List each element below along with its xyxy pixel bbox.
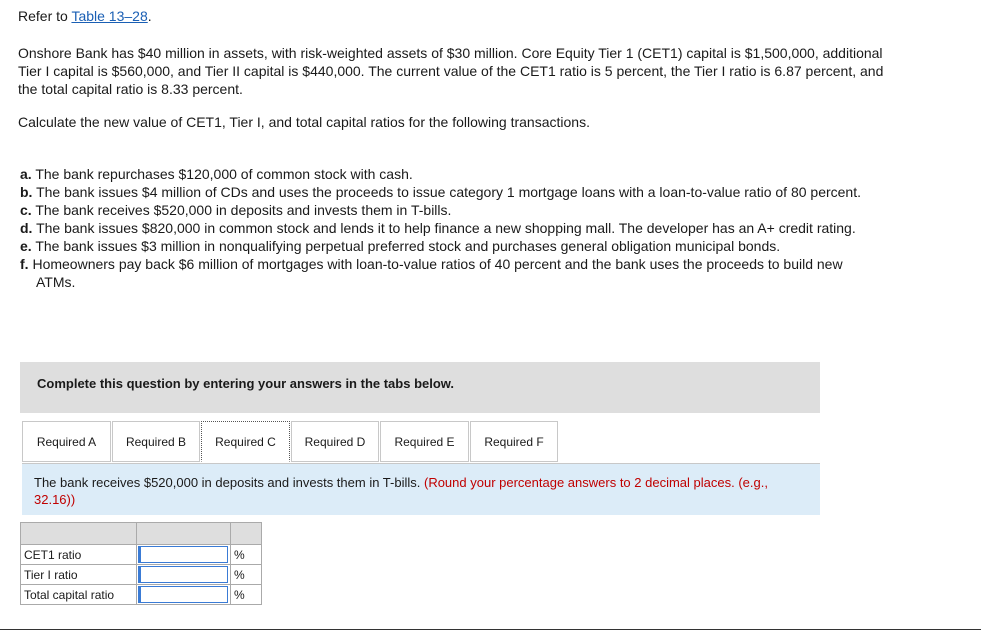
table-link[interactable]: Table 13–28 [71,8,148,24]
panel-title: Complete this question by entering your answers in the tabs below. [37,376,455,391]
tier1-ratio-input[interactable] [138,566,228,583]
tab-required-a[interactable]: Required A [22,421,111,462]
list-item [20,201,880,219]
item-text: The bank repurchases $120,000 of common stock with cash. [35,166,413,182]
item-key: f. [20,256,29,272]
item-key: b. [20,184,33,200]
task-text: The bank receives $520,000 in deposits and invests them in T-bills. [34,475,424,490]
cet1-ratio-input[interactable] [138,546,228,563]
bottom-divider [0,629,981,630]
list-item [20,255,880,291]
rounding-instruction: (Round your percentage answers to 2 decimal places. (e.g., 32.16)) [34,475,768,507]
table-row [21,545,262,565]
refer-suffix: . [147,8,152,24]
list-item [20,237,880,255]
item-text: Homeowners pay back $6 million of mortgages with loan-to-value ratios of 40 percent and the bank uses the proceeds to build new ATMs. [32,256,843,290]
item-key: c. [20,202,32,218]
refer-prefix: Refer to [18,8,72,24]
percent-unit: % [231,545,262,565]
problem-instruction: Calculate the new value of CET1, Tier I, and total capital ratios for the following transactions. [18,114,590,130]
task-description [22,464,820,515]
instructions-panel [20,362,820,413]
answer-table-header [21,523,262,545]
percent-unit: % [231,585,262,605]
item-text: The bank receives $520,000 in deposits and invests them in T-bills. [35,202,452,218]
tab-required-e[interactable]: Required E [380,421,469,462]
tab-required-b[interactable]: Required B [112,421,200,462]
item-key: a. [20,166,32,182]
total-capital-ratio-input[interactable] [138,586,228,603]
transaction-list [20,165,880,291]
item-key: e. [20,238,32,254]
table-row [21,585,262,605]
item-text: The bank issues $820,000 in common stock and lends it to help finance a new shopping mall. The developer has an A+ credit rating. [36,220,856,236]
tab-required-f[interactable]: Required F [470,421,558,462]
item-text: The bank issues $4 million of CDs and uses the proceeds to issue category 1 mortgage loans with a loan-to-value ratio of 80 percent. [36,184,861,200]
list-item [20,219,880,237]
row-label: Tier I ratio [21,565,137,585]
table-row [21,565,262,585]
percent-unit: % [231,565,262,585]
list-item [20,165,880,183]
row-label: CET1 ratio [21,545,137,565]
problem-intro: Onshore Bank has $40 million in assets, with risk-weighted assets of $30 million. Core Equity Tier 1 (CET1) capital is $1,500,000, additional Tier I capital is $560,000, and Tier II capital is $440,000. The current value of the CET1 ratio is 5 percent, the Tier I ratio is 6.87 percent, and the total capital ratio is 8.33 percent. [18,45,884,97]
item-key: d. [20,220,33,236]
row-label: Total capital ratio [21,585,137,605]
tab-required-d[interactable]: Required D [291,421,379,462]
item-text: The bank issues $3 million in nonqualifying perpetual preferred stock and purchases general obligation municipal bonds. [35,238,781,254]
list-item [20,183,880,201]
refer-line [18,8,152,24]
answer-table [20,522,262,605]
tab-required-c[interactable]: Required C [201,421,290,462]
